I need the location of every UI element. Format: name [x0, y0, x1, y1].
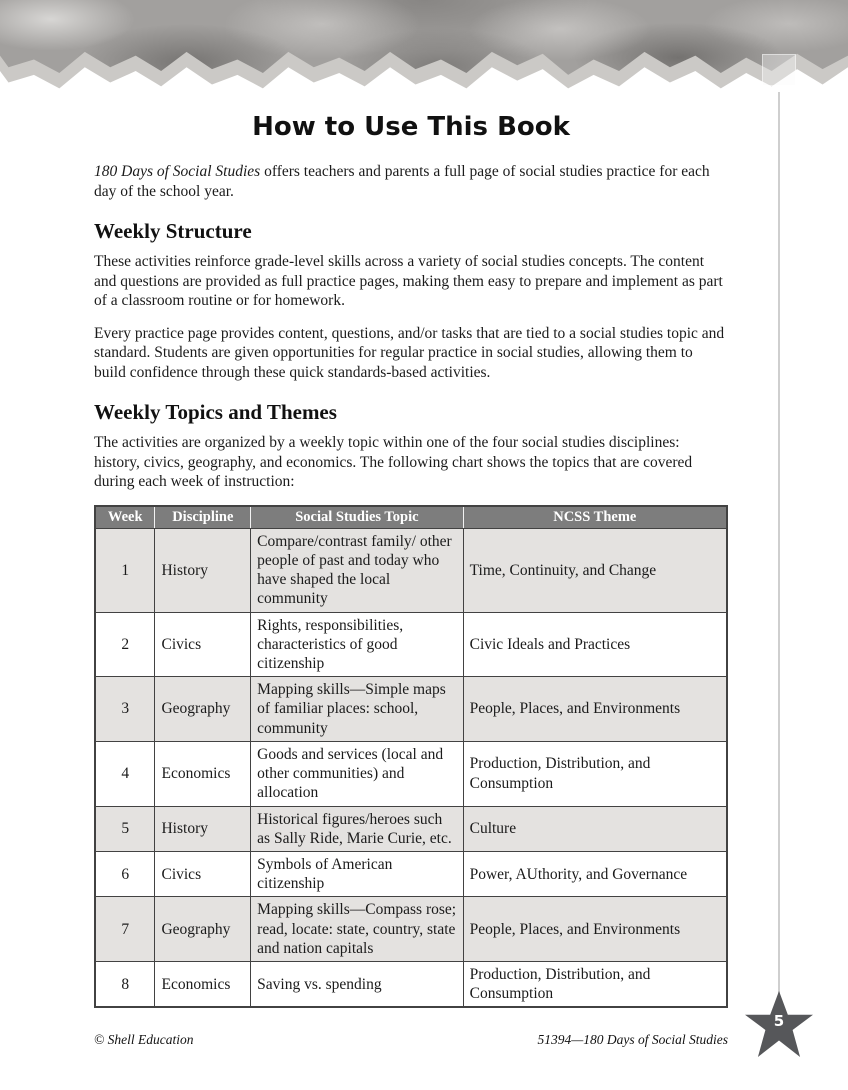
cell-topic: Mapping skills—Compass rose; read, locate: state, country, state and nation capitals	[251, 897, 463, 962]
cell-discipline: Geography	[155, 897, 251, 962]
cell-discipline: Economics	[155, 741, 251, 806]
table-row	[95, 806, 727, 851]
cell-topic: Goods and services (local and other communities) and allocation	[251, 741, 463, 806]
footer-copyright: © Shell Education	[94, 1032, 194, 1047]
table-header-topic: Social Studies Topic	[251, 506, 463, 529]
cell-discipline: Geography	[155, 677, 251, 742]
topics-table	[94, 505, 728, 1009]
table-row	[95, 528, 727, 612]
cell-theme: Civic Ideals and Practices	[463, 612, 727, 677]
table-header-week: Week	[95, 506, 155, 529]
table-row	[95, 741, 727, 806]
intro-paragraph	[94, 162, 728, 201]
table-row	[95, 677, 727, 742]
table-row	[95, 851, 727, 896]
cell-topic: Mapping skills—Simple maps of familiar places: school, community	[251, 677, 463, 742]
cell-topic: Symbols of American citizenship	[251, 851, 463, 896]
torn-paper-banner	[0, 0, 848, 96]
cell-week: 2	[95, 612, 155, 677]
table-row	[95, 962, 727, 1008]
cell-topic: Rights, responsibilities, characteristics of good citizenship	[251, 612, 463, 677]
table-header-discipline: Discipline	[155, 506, 251, 529]
section-heading-weekly-structure: Weekly Structure	[94, 219, 252, 244]
cell-week: 7	[95, 897, 155, 962]
section-heading-weekly-topics: Weekly Topics and Themes	[94, 400, 337, 425]
page-title: How to Use This Book	[252, 112, 570, 142]
table-header-theme: NCSS Theme	[463, 506, 727, 529]
cell-week: 3	[95, 677, 155, 742]
side-rule-divider	[778, 92, 780, 1000]
cell-theme: Culture	[463, 806, 727, 851]
table-row	[95, 897, 727, 962]
cell-theme: Time, Continuity, and Change	[463, 528, 727, 612]
cell-theme: People, Places, and Environments	[463, 897, 727, 962]
paper-notch	[763, 55, 795, 85]
cell-discipline: Civics	[155, 612, 251, 677]
weekly-structure-paragraph-1: These activities reinforce grade-level skills across a variety of social studies concepts. The content and questions are provided as full practice pages, making them easy to prepare and implement as part of a classroom routine or for homework.	[94, 253, 723, 310]
cell-week: 5	[95, 806, 155, 851]
cell-topic: Saving vs. spending	[251, 962, 463, 1008]
intro-text: offers teachers and parents a full page of social studies practice for each day of the school year.	[94, 163, 710, 200]
cell-theme: Power, AUthority, and Governance	[463, 851, 727, 896]
cell-topic: Compare/contrast family/ other people of past and today who have shaped the local community	[251, 528, 463, 612]
footer-book-id: 51394—180 Days of Social Studies	[537, 1032, 728, 1047]
cell-theme: Production, Distribution, and Consumption	[463, 962, 727, 1008]
page-number: 5	[773, 1012, 785, 1030]
cell-theme: Production, Distribution, and Consumption	[463, 741, 727, 806]
cell-week: 8	[95, 962, 155, 1008]
table-row	[95, 612, 727, 677]
table-header-row	[95, 506, 727, 529]
cell-week: 4	[95, 741, 155, 806]
cell-week: 6	[95, 851, 155, 896]
weekly-structure-paragraph-2: Every practice page provides content, questions, and/or tasks that are tied to a social studies topic and standard. Students are given opportunities for regular practice in social studies, allowing them to build confidence through these quick standards-based activities.	[94, 324, 725, 381]
cell-discipline: History	[155, 806, 251, 851]
cell-discipline: Economics	[155, 962, 251, 1008]
cell-discipline: History	[155, 528, 251, 612]
page-content	[94, 102, 728, 1008]
cell-discipline: Civics	[155, 851, 251, 896]
cell-week: 1	[95, 528, 155, 612]
weekly-topics-paragraph: The activities are organized by a weekly topic within one of the four social studies disciplines: history, civics, geography, and economics. The following chart shows the topics that are covered during each week of instruction:	[94, 434, 693, 491]
page-footer	[94, 1032, 728, 1048]
book-title-italic: 180 Days of Social Studies	[94, 163, 261, 180]
cell-theme: People, Places, and Environments	[463, 677, 727, 742]
cell-topic: Historical figures/heroes such as Sally Ride, Marie Curie, etc.	[251, 806, 463, 851]
